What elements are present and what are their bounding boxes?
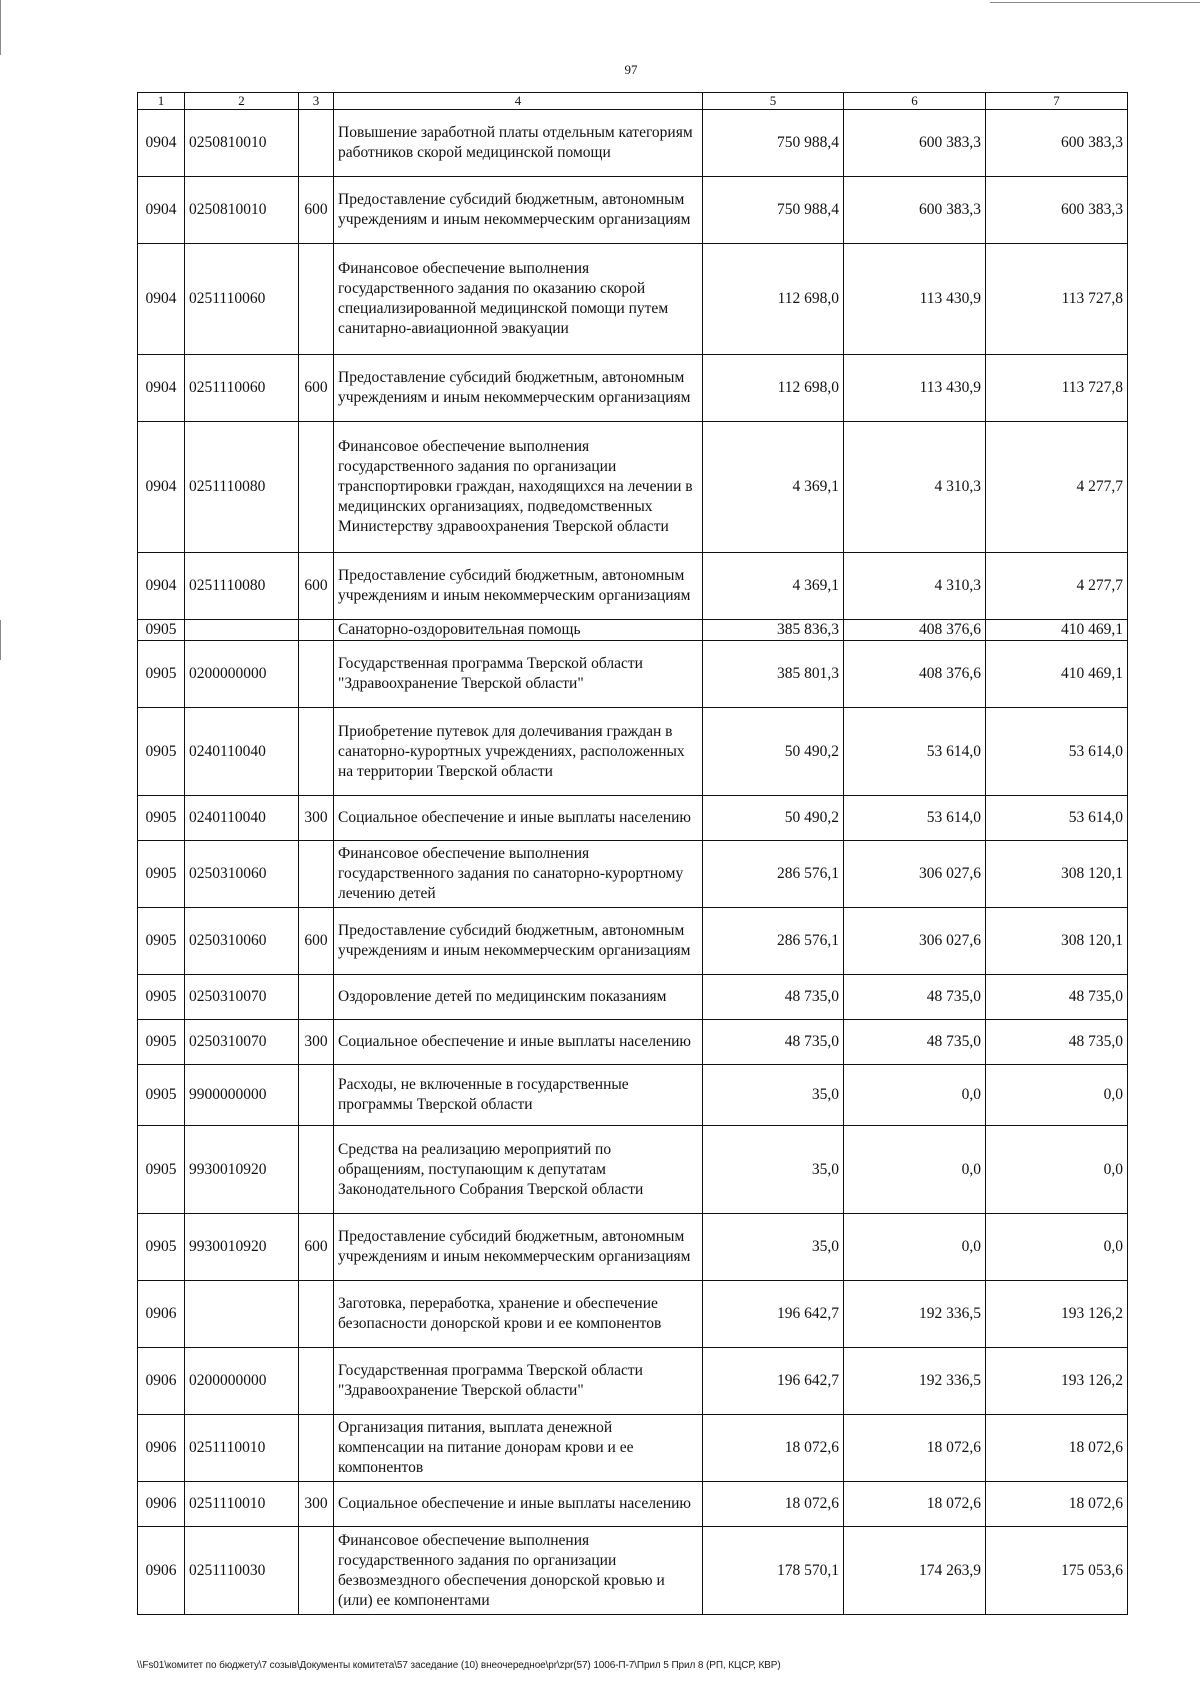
file-path-footer: \\Fs01\комитет по бюджету\7 созыв\Документы комитета\57 заседание (10) внеочередное\pr\zpr(57) 1006-П-7\Прил 5 Прил 8 (РП, КЦСР, КВР): [137, 1660, 781, 1671]
cell-expense-type: 600: [299, 908, 334, 975]
cell-target-article: 0251110010: [185, 1415, 299, 1482]
cell-name: Повышение заработной платы отдельным категориям работников скорой медицинской помощи: [334, 110, 703, 177]
cell-section: 0904: [138, 110, 185, 177]
cell-amount-3: 0,0: [986, 1214, 1128, 1281]
cell-amount-2: 192 336,5: [844, 1348, 986, 1415]
cell-section: 0904: [138, 244, 185, 355]
cell-target-article: [185, 1281, 299, 1348]
cell-expense-type: [299, 244, 334, 355]
cell-name: Средства на реализацию мероприятий по обращениям, поступающим к депутатам Законодательного Собрания Тверской области: [334, 1126, 703, 1214]
cell-target-article: 0251110080: [185, 422, 299, 553]
cell-amount-2: 0,0: [844, 1126, 986, 1214]
table-row: [138, 1281, 1128, 1348]
col-header-6: 6: [844, 93, 986, 110]
cell-amount-1: 50 490,2: [703, 708, 844, 796]
cell-target-article: 0200000000: [185, 641, 299, 708]
cell-amount-1: 385 836,3: [703, 620, 844, 641]
col-header-5: 5: [703, 93, 844, 110]
cell-amount-3: 4 277,7: [986, 553, 1128, 620]
cell-amount-2: 306 027,6: [844, 841, 986, 908]
table-row: [138, 975, 1128, 1020]
cell-name: Предоставление субсидий бюджетным, автономным учреждениям и иным некоммерческим организациям: [334, 553, 703, 620]
cell-amount-1: 750 988,4: [703, 110, 844, 177]
cell-expense-type: [299, 422, 334, 553]
cell-expense-type: 300: [299, 1482, 334, 1527]
budget-table: [137, 92, 1128, 1615]
cell-amount-1: 196 642,7: [703, 1281, 844, 1348]
cell-name: Оздоровление детей по медицинским показаниям: [334, 975, 703, 1020]
col-header-2: 2: [185, 93, 299, 110]
cell-amount-3: 48 735,0: [986, 1020, 1128, 1065]
cell-amount-2: 4 310,3: [844, 422, 986, 553]
cell-amount-3: 308 120,1: [986, 908, 1128, 975]
cell-name: Социальное обеспечение и иные выплаты населению: [334, 1020, 703, 1065]
cell-expense-type: 300: [299, 796, 334, 841]
cell-target-article: 0251110060: [185, 244, 299, 355]
cell-expense-type: [299, 620, 334, 641]
cell-amount-2: 192 336,5: [844, 1281, 986, 1348]
cell-name: Финансовое обеспечение выполнения государственного задания по оказанию скорой специализированной медицинской помощи путем санитарно-авиационной эвакуации: [334, 244, 703, 355]
cell-expense-type: 600: [299, 177, 334, 244]
cell-section: 0906: [138, 1482, 185, 1527]
table-row: [138, 708, 1128, 796]
cell-target-article: 0251110080: [185, 553, 299, 620]
cell-amount-1: 35,0: [703, 1126, 844, 1214]
cell-target-article: 9900000000: [185, 1065, 299, 1126]
cell-amount-2: 113 430,9: [844, 355, 986, 422]
cell-expense-type: 600: [299, 355, 334, 422]
cell-section: 0904: [138, 553, 185, 620]
table-row: [138, 553, 1128, 620]
cell-expense-type: 600: [299, 553, 334, 620]
table-row: [138, 641, 1128, 708]
cell-section: 0906: [138, 1527, 185, 1615]
cell-expense-type: [299, 975, 334, 1020]
scan-edge-mark: [0, 0, 1, 55]
cell-target-article: 0240110040: [185, 708, 299, 796]
table-row: [138, 1527, 1128, 1615]
cell-target-article: 0200000000: [185, 1348, 299, 1415]
cell-section: 0905: [138, 1126, 185, 1214]
table-row: [138, 1020, 1128, 1065]
cell-target-article: 0251110010: [185, 1482, 299, 1527]
cell-amount-1: 35,0: [703, 1214, 844, 1281]
cell-name: Приобретение путевок для долечивания граждан в санаторно-курортных учреждениях, расположенных на территории Тверской области: [334, 708, 703, 796]
cell-target-article: 0250310060: [185, 841, 299, 908]
cell-section: 0905: [138, 708, 185, 796]
cell-amount-3: 113 727,8: [986, 355, 1128, 422]
cell-section: 0904: [138, 422, 185, 553]
cell-target-article: 0250310070: [185, 975, 299, 1020]
cell-section: 0905: [138, 620, 185, 641]
cell-amount-3: 53 614,0: [986, 796, 1128, 841]
table-row: [138, 841, 1128, 908]
cell-amount-3: 48 735,0: [986, 975, 1128, 1020]
cell-target-article: 9930010920: [185, 1126, 299, 1214]
cell-amount-1: 48 735,0: [703, 1020, 844, 1065]
table-row: [138, 796, 1128, 841]
cell-amount-2: 18 072,6: [844, 1482, 986, 1527]
cell-amount-2: 18 072,6: [844, 1415, 986, 1482]
table-row: [138, 1214, 1128, 1281]
cell-expense-type: [299, 1527, 334, 1615]
cell-expense-type: 600: [299, 1214, 334, 1281]
cell-name: Расходы, не включенные в государственные программы Тверской области: [334, 1065, 703, 1126]
table-row: [138, 1482, 1128, 1527]
cell-target-article: 0250310060: [185, 908, 299, 975]
cell-section: 0905: [138, 841, 185, 908]
cell-amount-3: 600 383,3: [986, 177, 1128, 244]
cell-amount-2: 408 376,6: [844, 620, 986, 641]
cell-amount-2: 600 383,3: [844, 110, 986, 177]
table-row: [138, 355, 1128, 422]
cell-amount-2: 174 263,9: [844, 1527, 986, 1615]
cell-expense-type: [299, 841, 334, 908]
cell-amount-1: 35,0: [703, 1065, 844, 1126]
table-row: [138, 244, 1128, 355]
cell-expense-type: [299, 110, 334, 177]
col-header-7: 7: [986, 93, 1128, 110]
header-row: [138, 93, 1128, 110]
cell-amount-1: 385 801,3: [703, 641, 844, 708]
cell-amount-3: 18 072,6: [986, 1415, 1128, 1482]
table-row: [138, 908, 1128, 975]
table-row: [138, 620, 1128, 641]
cell-expense-type: [299, 1348, 334, 1415]
cell-amount-3: 410 469,1: [986, 641, 1128, 708]
page-number: 97: [624, 62, 638, 77]
cell-expense-type: 300: [299, 1020, 334, 1065]
cell-amount-3: 175 053,6: [986, 1527, 1128, 1615]
cell-name: Государственная программа Тверской области "Здравоохранение Тверской области": [334, 641, 703, 708]
col-header-4: 4: [334, 93, 703, 110]
table-row: [138, 1065, 1128, 1126]
cell-name: Социальное обеспечение и иные выплаты населению: [334, 1482, 703, 1527]
cell-amount-1: 48 735,0: [703, 975, 844, 1020]
cell-amount-2: 0,0: [844, 1065, 986, 1126]
table-row: [138, 1348, 1128, 1415]
cell-name: Социальное обеспечение и иные выплаты населению: [334, 796, 703, 841]
cell-amount-2: 306 027,6: [844, 908, 986, 975]
cell-amount-2: 4 310,3: [844, 553, 986, 620]
cell-amount-1: 18 072,6: [703, 1482, 844, 1527]
cell-expense-type: [299, 1415, 334, 1482]
cell-amount-3: 53 614,0: [986, 708, 1128, 796]
col-header-1: 1: [138, 93, 185, 110]
cell-amount-1: 4 369,1: [703, 422, 844, 553]
cell-section: 0906: [138, 1281, 185, 1348]
cell-section: 0904: [138, 355, 185, 422]
cell-section: 0905: [138, 641, 185, 708]
cell-amount-1: 750 988,4: [703, 177, 844, 244]
cell-amount-2: 48 735,0: [844, 1020, 986, 1065]
cell-amount-2: 0,0: [844, 1214, 986, 1281]
cell-target-article: 0240110040: [185, 796, 299, 841]
cell-amount-1: 112 698,0: [703, 244, 844, 355]
cell-target-article: 0251110060: [185, 355, 299, 422]
cell-amount-1: 18 072,6: [703, 1415, 844, 1482]
cell-amount-1: 286 576,1: [703, 908, 844, 975]
cell-amount-2: 48 735,0: [844, 975, 986, 1020]
cell-expense-type: [299, 1065, 334, 1126]
cell-amount-2: 113 430,9: [844, 244, 986, 355]
cell-name: Заготовка, переработка, хранение и обеспечение безопасности донорской крови и ее компонентов: [334, 1281, 703, 1348]
cell-amount-1: 286 576,1: [703, 841, 844, 908]
cell-amount-3: 600 383,3: [986, 110, 1128, 177]
cell-amount-3: 410 469,1: [986, 620, 1128, 641]
cell-section: 0904: [138, 177, 185, 244]
scan-edge-mark: [990, 2, 1200, 3]
cell-amount-3: 193 126,2: [986, 1348, 1128, 1415]
table-row: [138, 177, 1128, 244]
cell-target-article: 0250810010: [185, 110, 299, 177]
cell-target-article: 9930010920: [185, 1214, 299, 1281]
cell-name: Санаторно-оздоровительная помощь: [334, 620, 703, 641]
cell-section: 0906: [138, 1415, 185, 1482]
cell-section: 0905: [138, 1065, 185, 1126]
cell-name: Предоставление субсидий бюджетным, автономным учреждениям и иным некоммерческим организациям: [334, 908, 703, 975]
cell-name: Финансовое обеспечение выполнения государственного задания по организации транспортировки граждан, находящихся на лечении в медицинских организациях, подведомственных Министерству здравоохранения Тверской области: [334, 422, 703, 553]
cell-amount-3: 193 126,2: [986, 1281, 1128, 1348]
cell-section: 0905: [138, 796, 185, 841]
cell-expense-type: [299, 1126, 334, 1214]
cell-target-article: 0250310070: [185, 1020, 299, 1065]
cell-name: Государственная программа Тверской области "Здравоохранение Тверской области": [334, 1348, 703, 1415]
cell-amount-2: 600 383,3: [844, 177, 986, 244]
table-row: [138, 1126, 1128, 1214]
scan-edge-mark: [0, 620, 1, 660]
table-row: [138, 422, 1128, 553]
cell-amount-1: 50 490,2: [703, 796, 844, 841]
cell-name: Организация питания, выплата денежной компенсации на питание донорам крови и ее компонентов: [334, 1415, 703, 1482]
cell-section: 0905: [138, 1214, 185, 1281]
cell-amount-1: 112 698,0: [703, 355, 844, 422]
cell-expense-type: [299, 641, 334, 708]
cell-name: Финансовое обеспечение выполнения государственного задания по организации безвозмездного обеспечения донорской кровью и (или) ее компонентами: [334, 1527, 703, 1615]
col-header-3: 3: [299, 93, 334, 110]
cell-amount-2: 53 614,0: [844, 796, 986, 841]
cell-section: 0906: [138, 1348, 185, 1415]
cell-amount-3: 0,0: [986, 1126, 1128, 1214]
cell-amount-1: 196 642,7: [703, 1348, 844, 1415]
cell-name: Предоставление субсидий бюджетным, автономным учреждениям и иным некоммерческим организациям: [334, 177, 703, 244]
cell-amount-1: 178 570,1: [703, 1527, 844, 1615]
cell-amount-1: 4 369,1: [703, 553, 844, 620]
cell-target-article: [185, 620, 299, 641]
cell-expense-type: [299, 1281, 334, 1348]
cell-amount-2: 408 376,6: [844, 641, 986, 708]
cell-amount-3: 4 277,7: [986, 422, 1128, 553]
cell-target-article: 0251110030: [185, 1527, 299, 1615]
cell-expense-type: [299, 708, 334, 796]
cell-section: 0905: [138, 975, 185, 1020]
cell-target-article: 0250810010: [185, 177, 299, 244]
cell-amount-3: 113 727,8: [986, 244, 1128, 355]
cell-section: 0905: [138, 1020, 185, 1065]
cell-amount-3: 18 072,6: [986, 1482, 1128, 1527]
table-row: [138, 1415, 1128, 1482]
cell-amount-2: 53 614,0: [844, 708, 986, 796]
cell-name: Предоставление субсидий бюджетным, автономным учреждениям и иным некоммерческим организациям: [334, 1214, 703, 1281]
cell-section: 0905: [138, 908, 185, 975]
cell-amount-3: 308 120,1: [986, 841, 1128, 908]
table-row: [138, 110, 1128, 177]
cell-amount-3: 0,0: [986, 1065, 1128, 1126]
cell-name: Финансовое обеспечение выполнения государственного задания по санаторно-курортному лечению детей: [334, 841, 703, 908]
cell-name: Предоставление субсидий бюджетным, автономным учреждениям и иным некоммерческим организациям: [334, 355, 703, 422]
